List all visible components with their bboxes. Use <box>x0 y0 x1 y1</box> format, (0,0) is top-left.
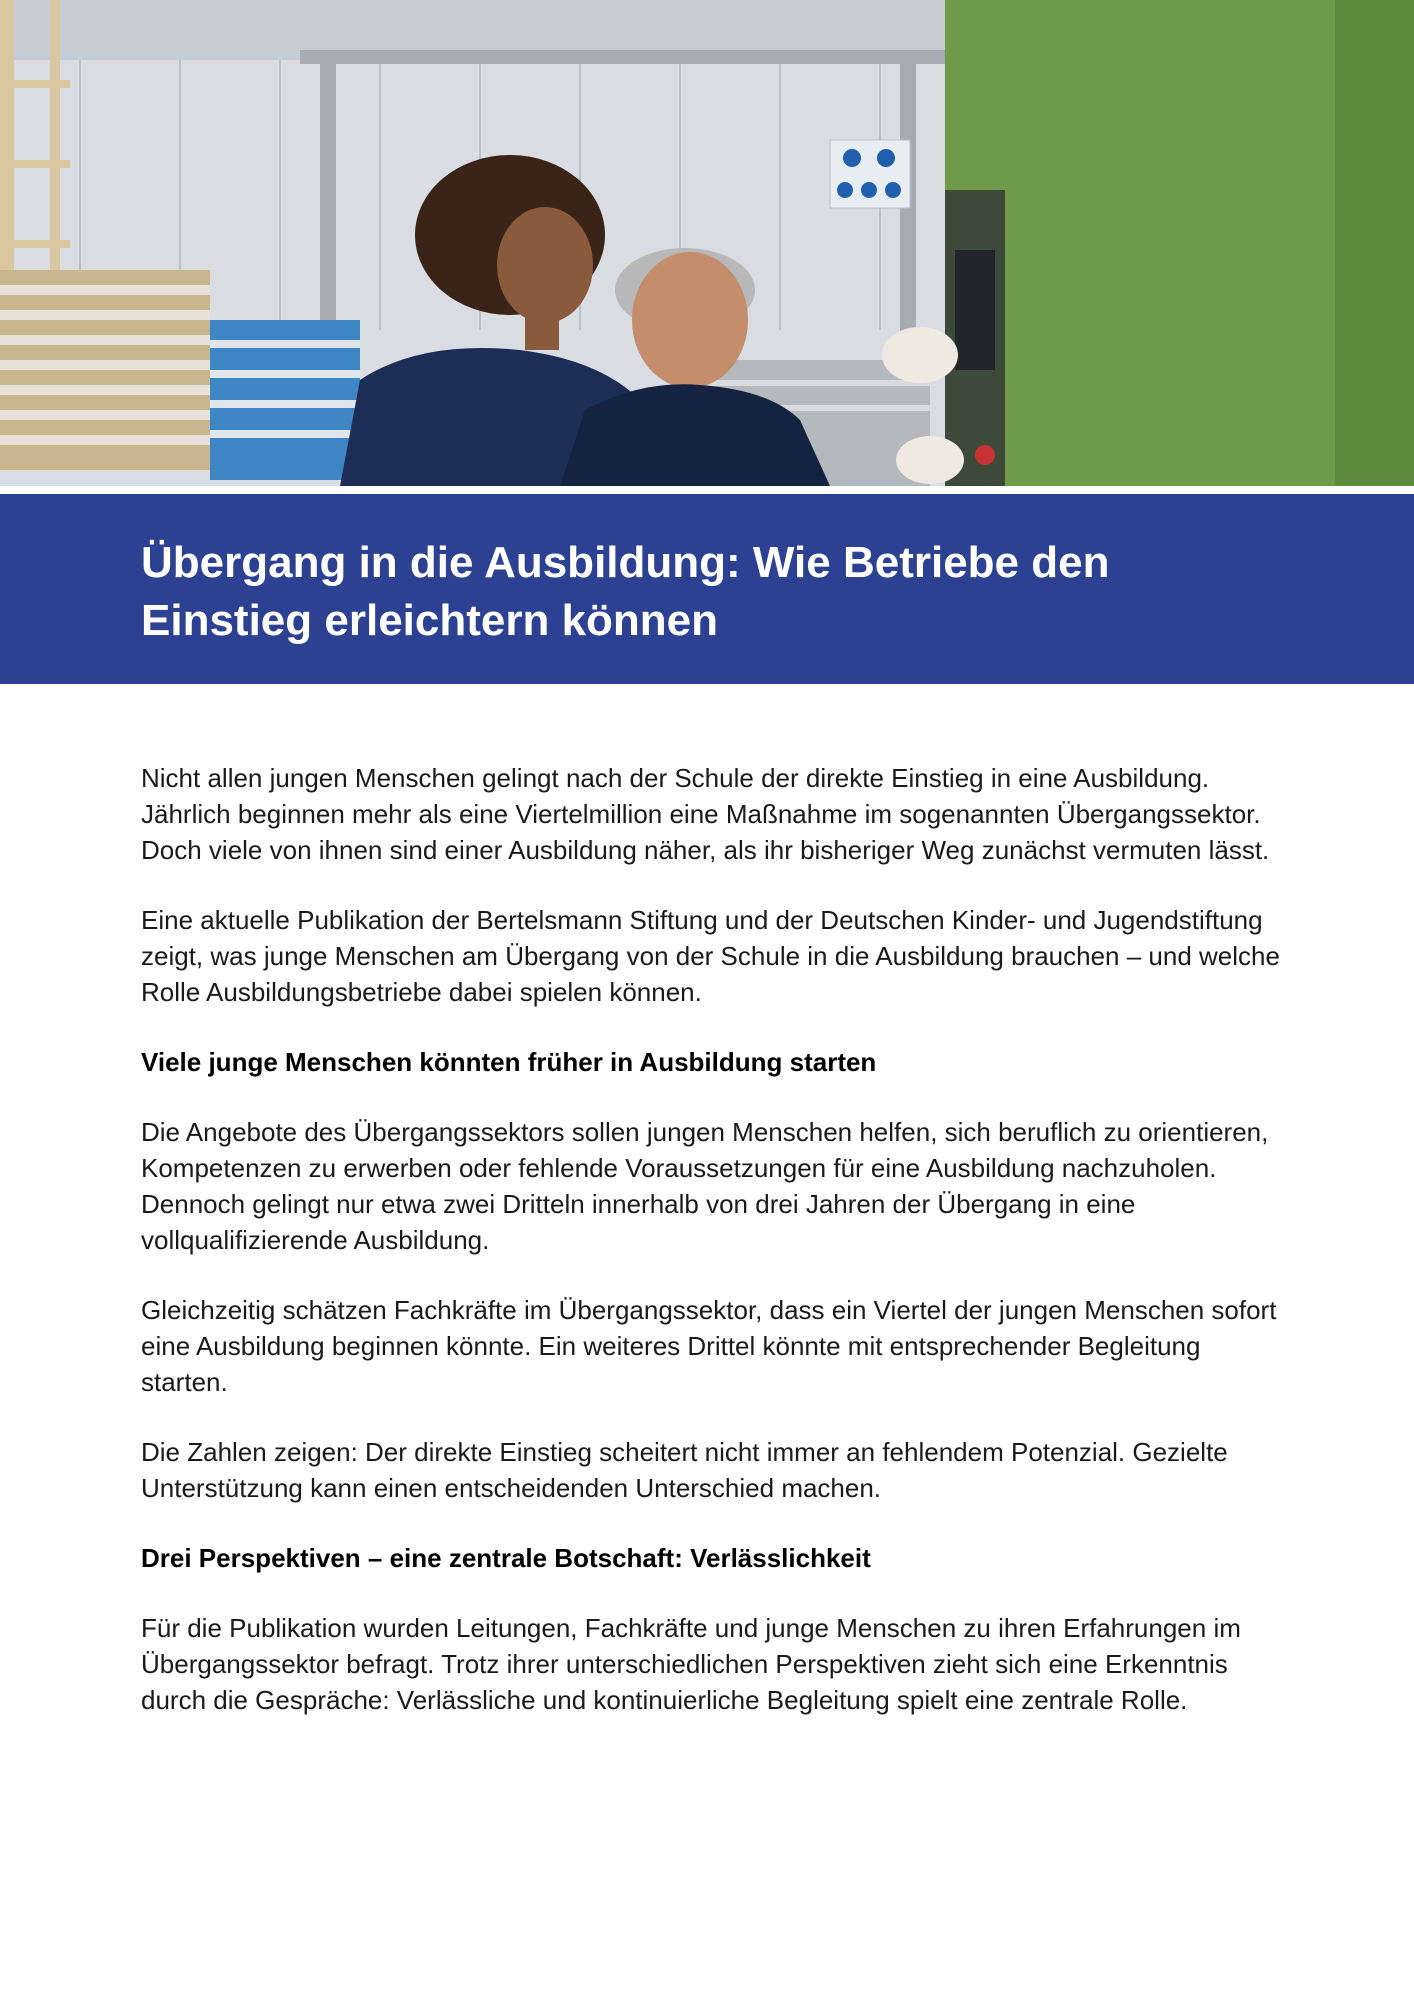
article-body <box>141 760 1291 1752</box>
page-title: Übergang in die Ausbildung: Wie Betriebe den Einstieg erleichtern können <box>141 538 1110 645</box>
section-heading-perspectives: Drei Perspektiven – eine zentrale Botschaft: Verlässlichkeit <box>141 1543 871 1573</box>
intro-paragraph: Nicht allen jungen Menschen gelingt nach der Schule der direkte Einstieg in eine Ausbildung. Jährlich beginnen mehr als eine Viertelmillion eine Maßnahme im sogenannten Übergangssektor. Doch viele von ihnen sind einer Ausbildung näher, als ihr bisheriger Weg zunächst vermuten lässt. <box>141 763 1270 865</box>
machine <box>945 0 1414 486</box>
safety-signs <box>830 140 910 208</box>
transition-sector-paragraph: Die Angebote des Übergangssektors sollen jungen Menschen helfen, sich beruflich zu orientieren, Kompetenzen zu erwerben oder fehlende Voraussetzungen für eine Ausbildung nachzuholen. Dennoch gelingt nur etwa zwei Dritteln innerhalb von drei Jahren der Übergang in eine vollqualifizierende Ausbildung. <box>141 1117 1269 1255</box>
title-band <box>0 494 1414 684</box>
perspectives-paragraph: Für die Publikation wurden Leitungen, Fachkräfte und junge Menschen zu ihren Erfahrungen im Übergangssektor befragt. Trotz ihrer unterschiedlichen Perspektiven zieht sich eine Erkenntnis durch die Gespräche: Verlässliche und kontinuierliche Begleitung spielt eine zentrale Rolle. <box>141 1613 1241 1715</box>
workshop-training-photo <box>0 0 1414 486</box>
hero-image <box>0 0 1414 486</box>
publication-paragraph: Eine aktuelle Publikation der Bertelsmann Stiftung und der Deutschen Kinder- und Jugendstiftung zeigt, was junge Menschen am Übergang von der Schule in die Ausbildung brauchen – und welche Rolle Ausbildungsbetriebe dabei spielen können. <box>141 905 1280 1007</box>
estimate-paragraph: Gleichzeitig schätzen Fachkräfte im Übergangssektor, dass ein Viertel der jungen Menschen sofort eine Ausbildung beginnen könnte. Ein weiteres Drittel könnte mit entsprechender Begleitung starten. <box>141 1295 1277 1397</box>
numbers-paragraph: Die Zahlen zeigen: Der direkte Einstieg scheitert nicht immer an fehlendem Potenzial. Gezielte Unterstützung kann einen entscheidenden Unterschied machen. <box>141 1437 1228 1503</box>
section-heading-start-early: Viele junge Menschen könnten früher in Ausbildung starten <box>141 1047 877 1077</box>
